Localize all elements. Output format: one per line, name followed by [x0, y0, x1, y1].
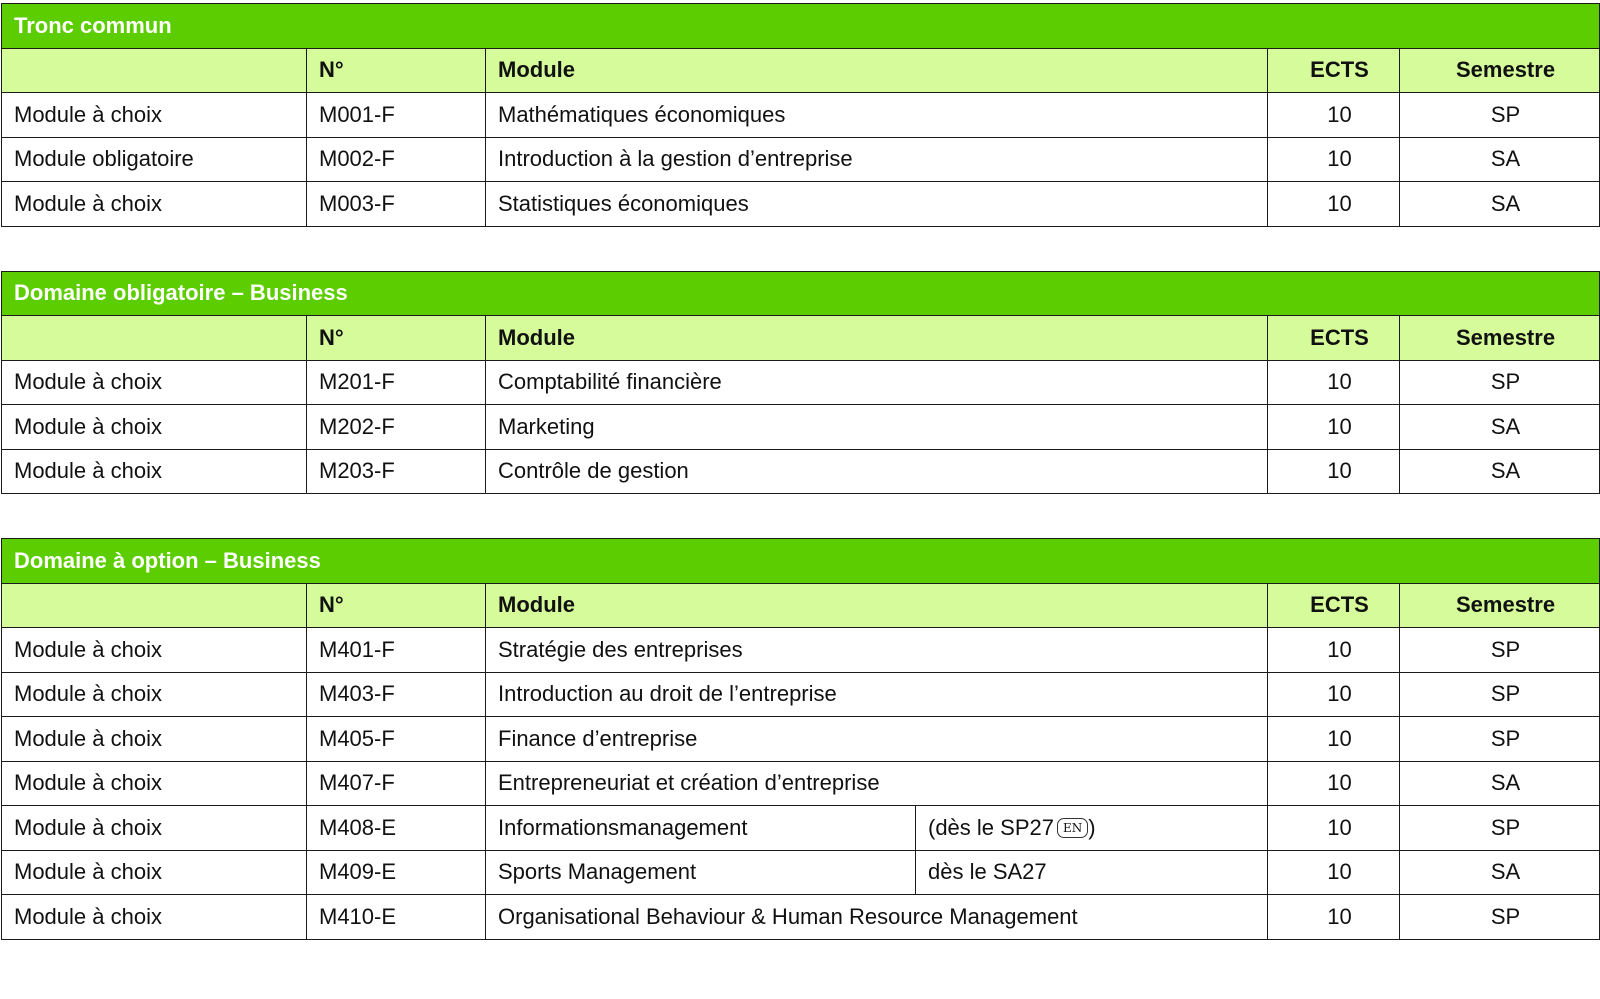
cell-semestre: SA [1400, 850, 1600, 895]
table-row [2, 850, 1600, 895]
cell-module: Contrôle de gestion [486, 449, 1268, 494]
cell-type: Module à choix [2, 761, 307, 806]
table-row [2, 360, 1600, 405]
table-row [2, 717, 1600, 762]
cell-type: Module à choix [2, 405, 307, 450]
cell-type: Module à choix [2, 850, 307, 895]
cell-no: M201-F [307, 360, 486, 405]
cell-ects: 10 [1268, 761, 1400, 806]
table-row [2, 895, 1600, 940]
header-no: N° [307, 48, 486, 93]
section-title: Domaine obligatoire – Business [2, 271, 1600, 316]
cell-semestre: SA [1400, 182, 1600, 227]
cell-ects: 10 [1268, 137, 1400, 182]
header-type [2, 583, 307, 628]
cell-type: Module à choix [2, 717, 307, 762]
header-semestre: Semestre [1400, 316, 1600, 361]
table-row [2, 628, 1600, 673]
header-semestre: Semestre [1400, 48, 1600, 93]
header-no: N° [307, 583, 486, 628]
note-suffix: ) [1088, 814, 1096, 840]
section-title-row [2, 4, 1600, 49]
cell-no: M001-F [307, 93, 486, 138]
cell-semestre: SA [1400, 449, 1600, 494]
note-prefix: (dès le SP27 [928, 814, 1054, 840]
cell-module: Organisational Behaviour & Human Resource Management [486, 895, 1268, 940]
cell-no: M405-F [307, 717, 486, 762]
header-module: Module [486, 316, 1268, 361]
english-language-badge: EN [1057, 818, 1088, 838]
cell-module: Finance d’entreprise [486, 717, 1268, 762]
cell-type: Module à choix [2, 360, 307, 405]
cell-module: Statistiques économiques [486, 182, 1268, 227]
section-title-row [2, 539, 1600, 584]
header-semestre: Semestre [1400, 583, 1600, 628]
cell-semestre: SP [1400, 628, 1600, 673]
cell-module: Mathématiques économiques [486, 93, 1268, 138]
header-module: Module [486, 48, 1268, 93]
cell-ects: 10 [1268, 628, 1400, 673]
cell-semestre: SA [1400, 405, 1600, 450]
table-row [2, 405, 1600, 450]
table-row [2, 182, 1600, 227]
table-row [2, 761, 1600, 806]
header-no: N° [307, 316, 486, 361]
cell-ects: 10 [1268, 449, 1400, 494]
cell-semestre: SP [1400, 672, 1600, 717]
cell-type: Module à choix [2, 672, 307, 717]
table-row [2, 449, 1600, 494]
cell-semestre: SP [1400, 360, 1600, 405]
cell-type: Module à choix [2, 895, 307, 940]
cell-semestre: SP [1400, 895, 1600, 940]
table-row [2, 672, 1600, 717]
header-ects: ECTS [1268, 316, 1400, 361]
cell-semestre: SP [1400, 806, 1600, 851]
cell-semestre: SA [1400, 137, 1600, 182]
cell-module: Sports Management [486, 850, 916, 895]
header-row [2, 48, 1600, 93]
section-table-tronc-commun [1, 3, 1600, 227]
cell-note: dès le SA27 [916, 850, 1268, 895]
cell-type: Module à choix [2, 182, 307, 227]
cell-module: Marketing [486, 405, 1268, 450]
section-table-domaine-obligatoire [1, 271, 1600, 495]
cell-no: M403-F [307, 672, 486, 717]
cell-type: Module à choix [2, 449, 307, 494]
table-row [2, 137, 1600, 182]
cell-semestre: SP [1400, 93, 1600, 138]
cell-module: Entrepreneuriat et création d’entreprise [486, 761, 1268, 806]
cell-no: M203-F [307, 449, 486, 494]
cell-no: M401-F [307, 628, 486, 673]
cell-ects: 10 [1268, 405, 1400, 450]
cell-note [916, 806, 1268, 851]
cell-ects: 10 [1268, 93, 1400, 138]
cell-no: M409-E [307, 850, 486, 895]
cell-ects: 10 [1268, 850, 1400, 895]
header-row [2, 583, 1600, 628]
header-module: Module [486, 583, 1268, 628]
header-type [2, 316, 307, 361]
cell-no: M407-F [307, 761, 486, 806]
cell-module: Informationsmanagement [486, 806, 916, 851]
table-row [2, 93, 1600, 138]
cell-no: M002-F [307, 137, 486, 182]
section-title: Tronc commun [2, 4, 1600, 49]
cell-type: Module à choix [2, 806, 307, 851]
cell-semestre: SP [1400, 717, 1600, 762]
cell-ects: 10 [1268, 895, 1400, 940]
cell-module: Introduction au droit de l’entreprise [486, 672, 1268, 717]
cell-semestre: SA [1400, 761, 1600, 806]
cell-ects: 10 [1268, 672, 1400, 717]
cell-type: Module obligatoire [2, 137, 307, 182]
section-title: Domaine à option – Business [2, 539, 1600, 584]
cell-no: M410-E [307, 895, 486, 940]
table-row [2, 806, 1600, 851]
section-title-row [2, 271, 1600, 316]
header-ects: ECTS [1268, 583, 1400, 628]
cell-module: Introduction à la gestion d’entreprise [486, 137, 1268, 182]
header-ects: ECTS [1268, 48, 1400, 93]
cell-ects: 10 [1268, 182, 1400, 227]
cell-module: Comptabilité financière [486, 360, 1268, 405]
cell-no: M202-F [307, 405, 486, 450]
cell-module: Stratégie des entreprises [486, 628, 1268, 673]
cell-ects: 10 [1268, 806, 1400, 851]
cell-no: M408-E [307, 806, 486, 851]
section-table-domaine-option [1, 538, 1600, 940]
cell-type: Module à choix [2, 93, 307, 138]
cell-ects: 10 [1268, 360, 1400, 405]
cell-type: Module à choix [2, 628, 307, 673]
header-row [2, 316, 1600, 361]
cell-ects: 10 [1268, 717, 1400, 762]
cell-no: M003-F [307, 182, 486, 227]
header-type [2, 48, 307, 93]
